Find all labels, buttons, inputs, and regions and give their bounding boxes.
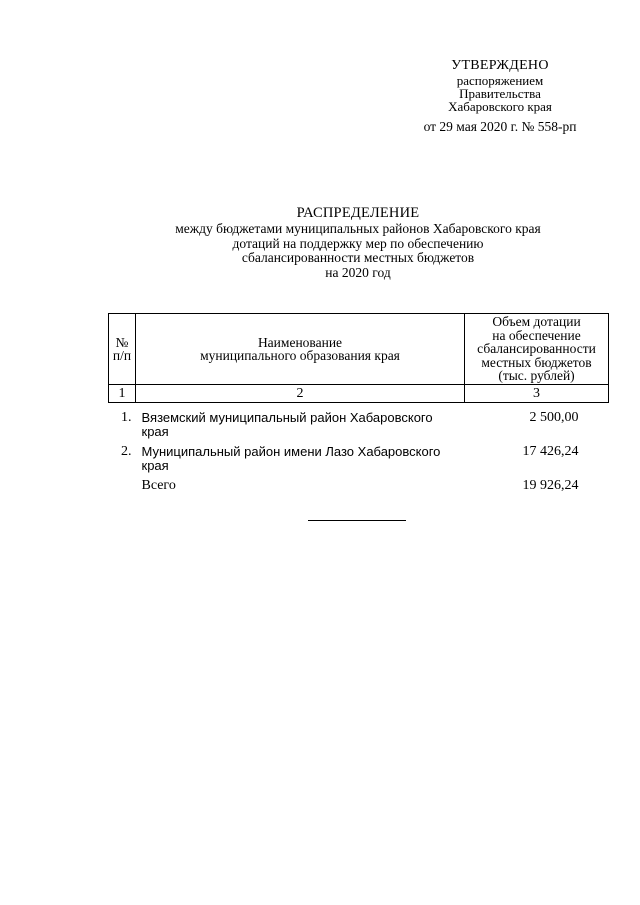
heading-line-1: между бюджетами муниципальных районов Хабаровского края bbox=[175, 221, 541, 236]
row-name: Вяземский муниципальный район Хабаровского края bbox=[141, 410, 433, 439]
column-number-2: 2 bbox=[136, 385, 465, 403]
header-amount-line5: (тыс. рублей) bbox=[498, 368, 575, 384]
column-number-1: 1 bbox=[109, 385, 136, 403]
header-amount bbox=[465, 314, 609, 385]
header-amount-line1: Объем дотации bbox=[492, 314, 581, 330]
approval-date: от 29 мая 2020 г. № 558-рп bbox=[423, 119, 577, 134]
document-heading bbox=[110, 204, 606, 280]
column-numbers-row bbox=[109, 385, 609, 403]
approval-title: УТВЕРЖДЕНО bbox=[451, 58, 549, 73]
approval-line-government: Правительства bbox=[459, 86, 541, 101]
header-amount-line3: сбалансированности bbox=[477, 341, 596, 357]
total-number-cell bbox=[109, 472, 136, 493]
header-name-line2: муниципального образования края bbox=[200, 348, 400, 363]
header-number-line2: п/п bbox=[112, 348, 132, 363]
header-name bbox=[136, 314, 465, 385]
header-amount-line4: местных бюджетов bbox=[481, 354, 592, 370]
heading-line-4: на 2020 год bbox=[325, 264, 391, 280]
distribution-table bbox=[108, 313, 609, 493]
header-name-line1: Наименование bbox=[257, 334, 343, 350]
row-amount: 2 500,00 bbox=[529, 410, 579, 425]
header-number bbox=[109, 314, 136, 385]
heading-line-3: сбалансированности местных бюджетов bbox=[241, 250, 475, 265]
row-number: 1. bbox=[121, 410, 132, 425]
column-number-3: 3 bbox=[465, 385, 609, 403]
document-title: РАСПРЕДЕЛЕНИЕ bbox=[296, 205, 420, 221]
row-amount: 17 426,24 bbox=[522, 444, 579, 459]
approval-line-order: распоряжением bbox=[456, 73, 544, 88]
row-number: 2. bbox=[121, 444, 132, 459]
table-header-row bbox=[109, 314, 609, 385]
total-row bbox=[109, 472, 609, 493]
header-number-line1: № bbox=[115, 334, 129, 350]
table-row bbox=[109, 403, 609, 439]
header-amount-line2: на обеспечение bbox=[492, 327, 581, 343]
approval-line-region: Хабаровского края bbox=[448, 99, 552, 114]
heading-line-2: дотаций на поддержку мер по обеспечению bbox=[232, 235, 484, 251]
total-amount: 19 926,24 bbox=[522, 478, 579, 493]
approval-block bbox=[400, 58, 600, 135]
total-label: Всего bbox=[141, 478, 176, 493]
document-end-line bbox=[308, 520, 406, 521]
table-row bbox=[109, 438, 609, 472]
row-name: Муниципальный район имени Лазо Хабаровского края bbox=[141, 444, 441, 473]
